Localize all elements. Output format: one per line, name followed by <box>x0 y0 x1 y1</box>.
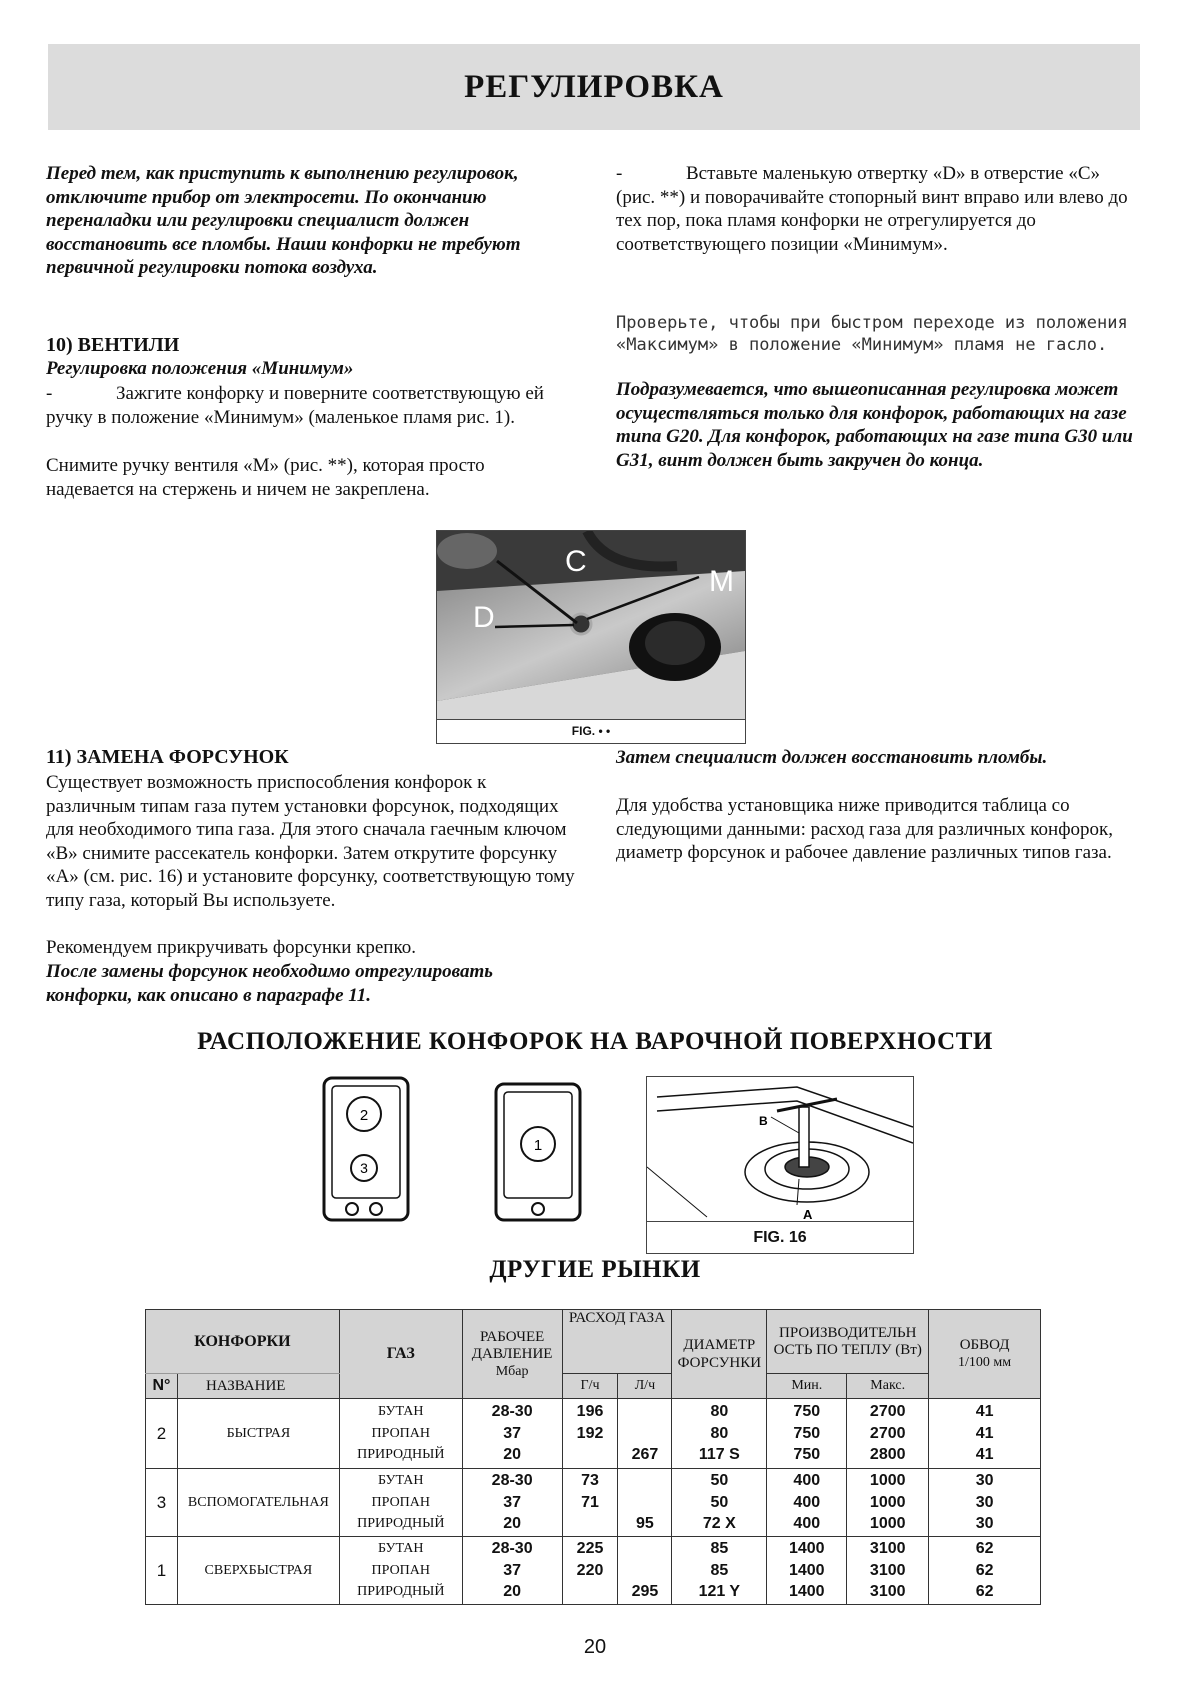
right-paragraph-2: Проверьте, чтобы при быстром переходе из положения «Максимум» в положение «Минимум» пламя не гасло. <box>616 313 1128 355</box>
right-paragraph-3: Подразумевается, что вышеописанная регулировка может осуществляться только для конфорок, работающих на газе типа G20. Для конфорок, работающих на газе типа G30 или G31, винт должен быть закручен до конца. <box>616 379 1133 471</box>
th-max: Макс. <box>847 1374 929 1399</box>
row-power-min: 1400 1400 1400 <box>767 1537 847 1605</box>
th-name: НАЗВАНИЕ <box>177 1374 339 1399</box>
row-bypass: 30 30 30 <box>929 1469 1041 1537</box>
section-10-paragraph-2: Снимите ручку вентиля «М» (рис. **), которая просто надевается на стержень и ничем не закреплена. <box>46 455 485 500</box>
section-11-heading: 11) ЗАМЕНА ФОРСУНОК <box>46 746 289 768</box>
page-title-banner <box>48 44 1140 130</box>
row-power-max: 3100 3100 3100 <box>847 1537 929 1605</box>
th-burners: КОНФОРКИ <box>194 1332 291 1350</box>
row-bypass: 62 62 62 <box>929 1537 1041 1605</box>
photo-label-c: C <box>565 545 587 578</box>
burner-photo <box>437 531 745 719</box>
row-flow-l: 95 <box>618 1469 672 1537</box>
warning-text: Перед тем, как приступить к выполнению регулировок, отключите прибор от электросети. По окончанию переналадки или регулировки специалист должен восстановить все пломбы. Наши конфорки не требуют первичной регулировки потока воздуха. <box>46 163 521 278</box>
right-paragraph-1 <box>616 162 1136 256</box>
section-10-paragraph-1 <box>46 382 566 429</box>
row-name: БЫСТРАЯ <box>177 1399 339 1469</box>
row-bypass: 41 41 41 <box>929 1399 1041 1469</box>
table-row <box>146 1537 1041 1605</box>
row-flow-g: 196 192 <box>562 1399 618 1469</box>
section-11-right-2: Для удобства установщика ниже приводится таблица со следующими данными: расход газа для различных конфорок, диаметр форсунок и рабочее давление различных типов газа. <box>616 795 1113 863</box>
row-power-max: 2700 2700 2800 <box>847 1399 929 1469</box>
burner-photo-figure <box>436 530 746 744</box>
row-pressure: 28-30 37 20 <box>462 1399 562 1469</box>
hob-diagram-two-burners <box>322 1076 410 1222</box>
row-power-min: 400 400 400 <box>767 1469 847 1537</box>
row-number: 3 <box>146 1469 178 1537</box>
fig16-figure <box>646 1076 914 1254</box>
th-diameter: ДИАМЕТР ФОРСУНКИ <box>677 1337 762 1371</box>
row-name: ВСПОМОГАТЕЛЬНАЯ <box>177 1469 339 1537</box>
hob-burner-3-label: 3 <box>360 1160 368 1176</box>
row-gas: БУТАН ПРОПАН ПРИРОДНЫЙ <box>339 1537 462 1605</box>
dash-marker: - <box>46 383 53 404</box>
row-name: СВЕРХБЫСТРАЯ <box>177 1537 339 1605</box>
hob-burner-2-label: 2 <box>359 1107 369 1124</box>
table-row <box>146 1469 1041 1537</box>
th-bypass: ОБВОД <box>959 1337 1010 1353</box>
th-pressure: РАБОЧЕЕ ДАВЛЕНИЕ <box>471 1328 553 1362</box>
section-11-paragraph-2: Рекомендуем прикручивать форсунки крепко. <box>46 937 416 958</box>
row-gas: БУТАН ПРОПАН ПРИРОДНЫЙ <box>339 1399 462 1469</box>
section-10-heading: 10) ВЕНТИЛИ <box>46 334 180 356</box>
page-title: РЕГУЛИРОВКА <box>464 68 724 105</box>
row-flow-l: 267 <box>618 1399 672 1469</box>
row-diameter: 85 85 121 Y <box>672 1537 767 1605</box>
dash-marker: - <box>616 163 623 184</box>
fig16-caption: FIG. 16 <box>753 1229 807 1246</box>
row-pressure: 28-30 37 20 <box>462 1537 562 1605</box>
row-power-min: 750 750 750 <box>767 1399 847 1469</box>
th-bypass-unit: 1/100 мм <box>958 1355 1012 1370</box>
table-row <box>146 1399 1041 1469</box>
section-10-p1-text: Зажгите конфорку и поверните соответствующую ей ручку в положение «Минимум» (маленькое пламя рис. 1). <box>46 383 544 428</box>
photo-caption: FIG. • • <box>571 724 611 738</box>
hob-burner-1-label: 1 <box>533 1137 543 1154</box>
th-no: N° <box>146 1374 178 1399</box>
th-power: ПРОИЗВОДИТЕЛЬН ОСТЬ ПО ТЕПЛУ (Вт) <box>773 1324 922 1358</box>
row-diameter: 50 50 72 X <box>672 1469 767 1537</box>
section-10-subheading: Регулировка положения «Минимум» <box>46 358 354 379</box>
row-number: 2 <box>146 1399 178 1469</box>
th-flow-g: Г/ч <box>562 1374 618 1399</box>
th-pressure-unit: Мбар <box>495 1363 529 1379</box>
burner-layout-heading: РАСПОЛОЖЕНИЕ КОНФОРОК НА ВАРОЧНОЙ ПОВЕРХНОСТИ <box>197 1028 993 1055</box>
photo-label-m: M <box>709 565 734 598</box>
row-flow-g: 225 220 <box>562 1537 618 1605</box>
page-number: 20 <box>583 1636 607 1658</box>
section-11-paragraph-3: После замены форсунок необходимо отрегулировать конфорки, как описано в параграфе 11. <box>46 961 493 1006</box>
row-flow-g: 73 71 <box>562 1469 618 1537</box>
row-pressure: 28-30 37 20 <box>462 1469 562 1537</box>
th-flow: РАСХОД ГАЗА <box>568 1310 666 1326</box>
th-flow-l: Л/ч <box>618 1374 672 1399</box>
photo-label-d: D <box>473 601 495 634</box>
row-flow-l: 295 <box>618 1537 672 1605</box>
other-markets-heading: ДРУГИЕ РЫНКИ <box>489 1256 701 1283</box>
hob-diagram-one-burner <box>494 1082 582 1222</box>
row-diameter: 80 80 117 S <box>672 1399 767 1469</box>
fig16-drawing <box>647 1077 913 1221</box>
row-gas: БУТАН ПРОПАН ПРИРОДНЫЙ <box>339 1469 462 1537</box>
section-11-paragraph-1: Существует возможность приспособления конфорок к различным типам газа путем установки форсунок, подходящих для необходимого типа газа. Для этого сначала гаечным ключом «B» снимите рассекатель конфорки. Затем открутите форсунку «A» (см. рис. 16) и установите форсунку, соответствующую тому типу газа, который Вы используете. <box>46 772 575 911</box>
gas-table <box>145 1309 1041 1605</box>
section-11-right-1: Затем специалист должен восстановить пломбы. <box>616 747 1048 768</box>
th-min: Мин. <box>767 1374 847 1399</box>
fig16-label-a: A <box>803 1207 813 1221</box>
row-power-max: 1000 1000 1000 <box>847 1469 929 1537</box>
right-p1-text: Вставьте маленькую отвертку «D» в отверстие «C» (рис. **) и поворачивайте стопорный винт вправо или влево до тех пор, пока пламя конфорки не отрегулируется до соответствующего позиции «Минимум». <box>616 163 1128 255</box>
th-gas: ГАЗ <box>386 1345 415 1362</box>
row-number: 1 <box>146 1537 178 1605</box>
fig16-label-b: B <box>759 1114 768 1128</box>
